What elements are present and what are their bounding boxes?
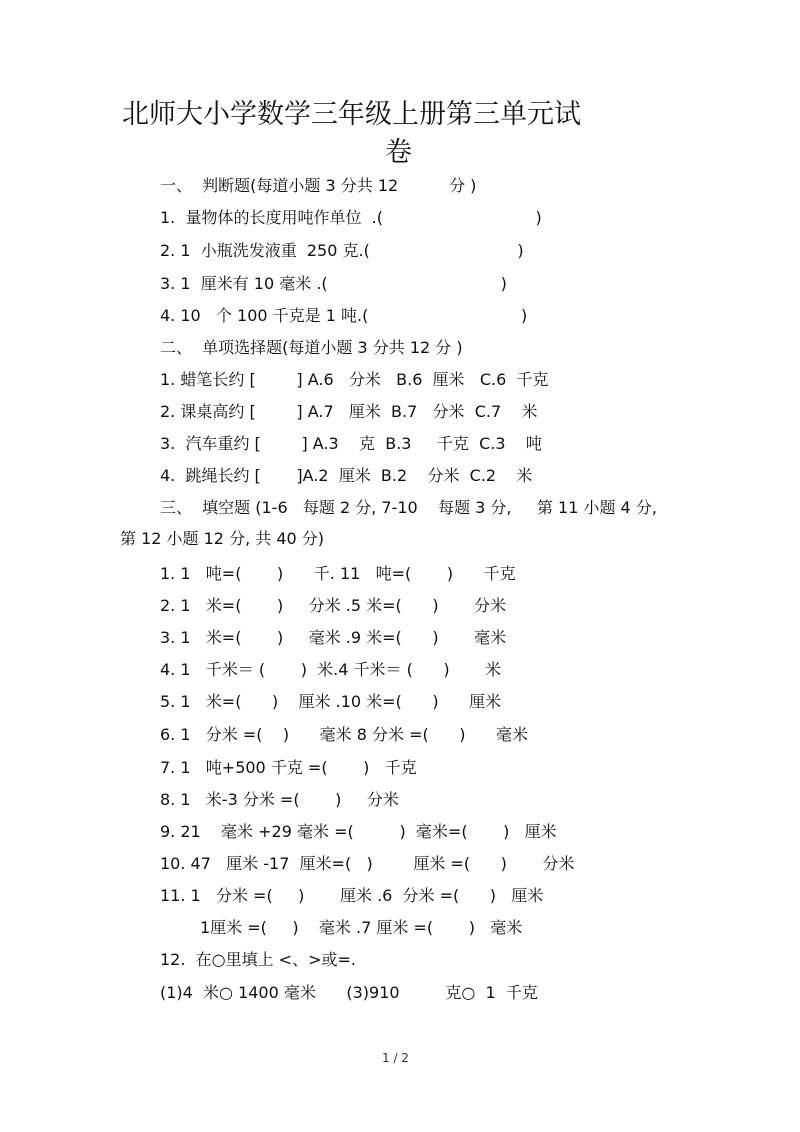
fill-question-11: 11. 1 分米 =( ) 厘米 .6 分米 =( ) 厘米 xyxy=(160,886,544,905)
fill-question-9: 9. 21 毫米 +29 毫米 =( ) 毫米=( ) 厘米 xyxy=(160,822,557,841)
page-number: 1 / 2 xyxy=(382,1051,409,1065)
fill-question-6: 6. 1 分米 =( ) 毫米 8 分米 =( ) 毫米 xyxy=(160,725,528,744)
fill-question-2: 2. 1 米=( ) 分米 .5 米=( ) 分米 xyxy=(160,596,507,615)
fill-question-12: 12. 在○里填上 <、>或=. xyxy=(160,950,356,969)
fill-question-3: 3. 1 米=( ) 毫米 .9 米=( ) 毫米 xyxy=(160,628,507,647)
fill-question-12-items: (1)4 米○ 1400 毫米 (3)910 克○ 1 千克 xyxy=(160,983,538,1002)
section-heading-fill-cont: 第 12 小题 12 分, 共 40 分) xyxy=(120,529,325,548)
section-heading-judge: 一、 判断题(每道小题 3 分共 12 分 ) xyxy=(160,176,477,195)
choice-question-3: 3. 汽车重约 [ ] A.3 克 B.3 千克 C.3 吨 xyxy=(160,434,542,453)
fill-question-8: 8. 1 米-3 分米 =( ) 分米 xyxy=(160,790,399,809)
section-heading-choice: 二、 单项选择题(每道小题 3 分共 12 分 ) xyxy=(160,338,463,357)
fill-question-4: 4. 1 千米＝ ( ) 米.4 千米＝ ( ) 米 xyxy=(160,660,502,679)
fill-question-10: 10. 47 厘米 -17 厘米=( ) 厘米 =( ) 分米 xyxy=(160,854,575,873)
fill-question-5: 5. 1 米=( ) 厘米 .10 米=( ) 厘米 xyxy=(160,692,502,711)
choice-question-2: 2. 课桌高约 [ ] A.7 厘米 B.7 分米 C.7 米 xyxy=(160,402,538,421)
choice-question-1: 1. 蜡笔长约 [ ] A.6 分米 B.6 厘米 C.6 千克 xyxy=(160,370,549,389)
fill-question-1: 1. 1 吨=( ) 千. 11 吨=( ) 千克 xyxy=(160,564,516,583)
judge-question-1: 1. 量物体的长度用吨作单位 .( ) xyxy=(160,208,542,227)
judge-question-3: 3. 1 厘米有 10 毫米 .( ) xyxy=(160,274,507,293)
choice-question-4: 4. 跳绳长约 [ ]A.2 厘米 B.2 分米 C.2 米 xyxy=(160,466,533,485)
judge-question-2: 2. 1 小瓶洗发液重 250 克.( ) xyxy=(160,241,524,260)
title-line-2: 卷 xyxy=(385,137,412,168)
section-heading-fill: 三、 填空题 (1-6 每题 2 分, 7-10 每题 3 分, 第 11 小题 4 分, xyxy=(160,498,657,517)
fill-question-7: 7. 1 吨+500 千克 =( ) 千克 xyxy=(160,758,417,777)
fill-question-11-cont: 1厘米 =( ) 毫米 .7 厘米 =( ) 毫米 xyxy=(200,918,523,937)
title-line-1: 北师大小学数学三年级上册第三单元试 xyxy=(122,99,581,130)
judge-question-4: 4. 10 个 100 千克是 1 吨.( ) xyxy=(160,306,528,325)
